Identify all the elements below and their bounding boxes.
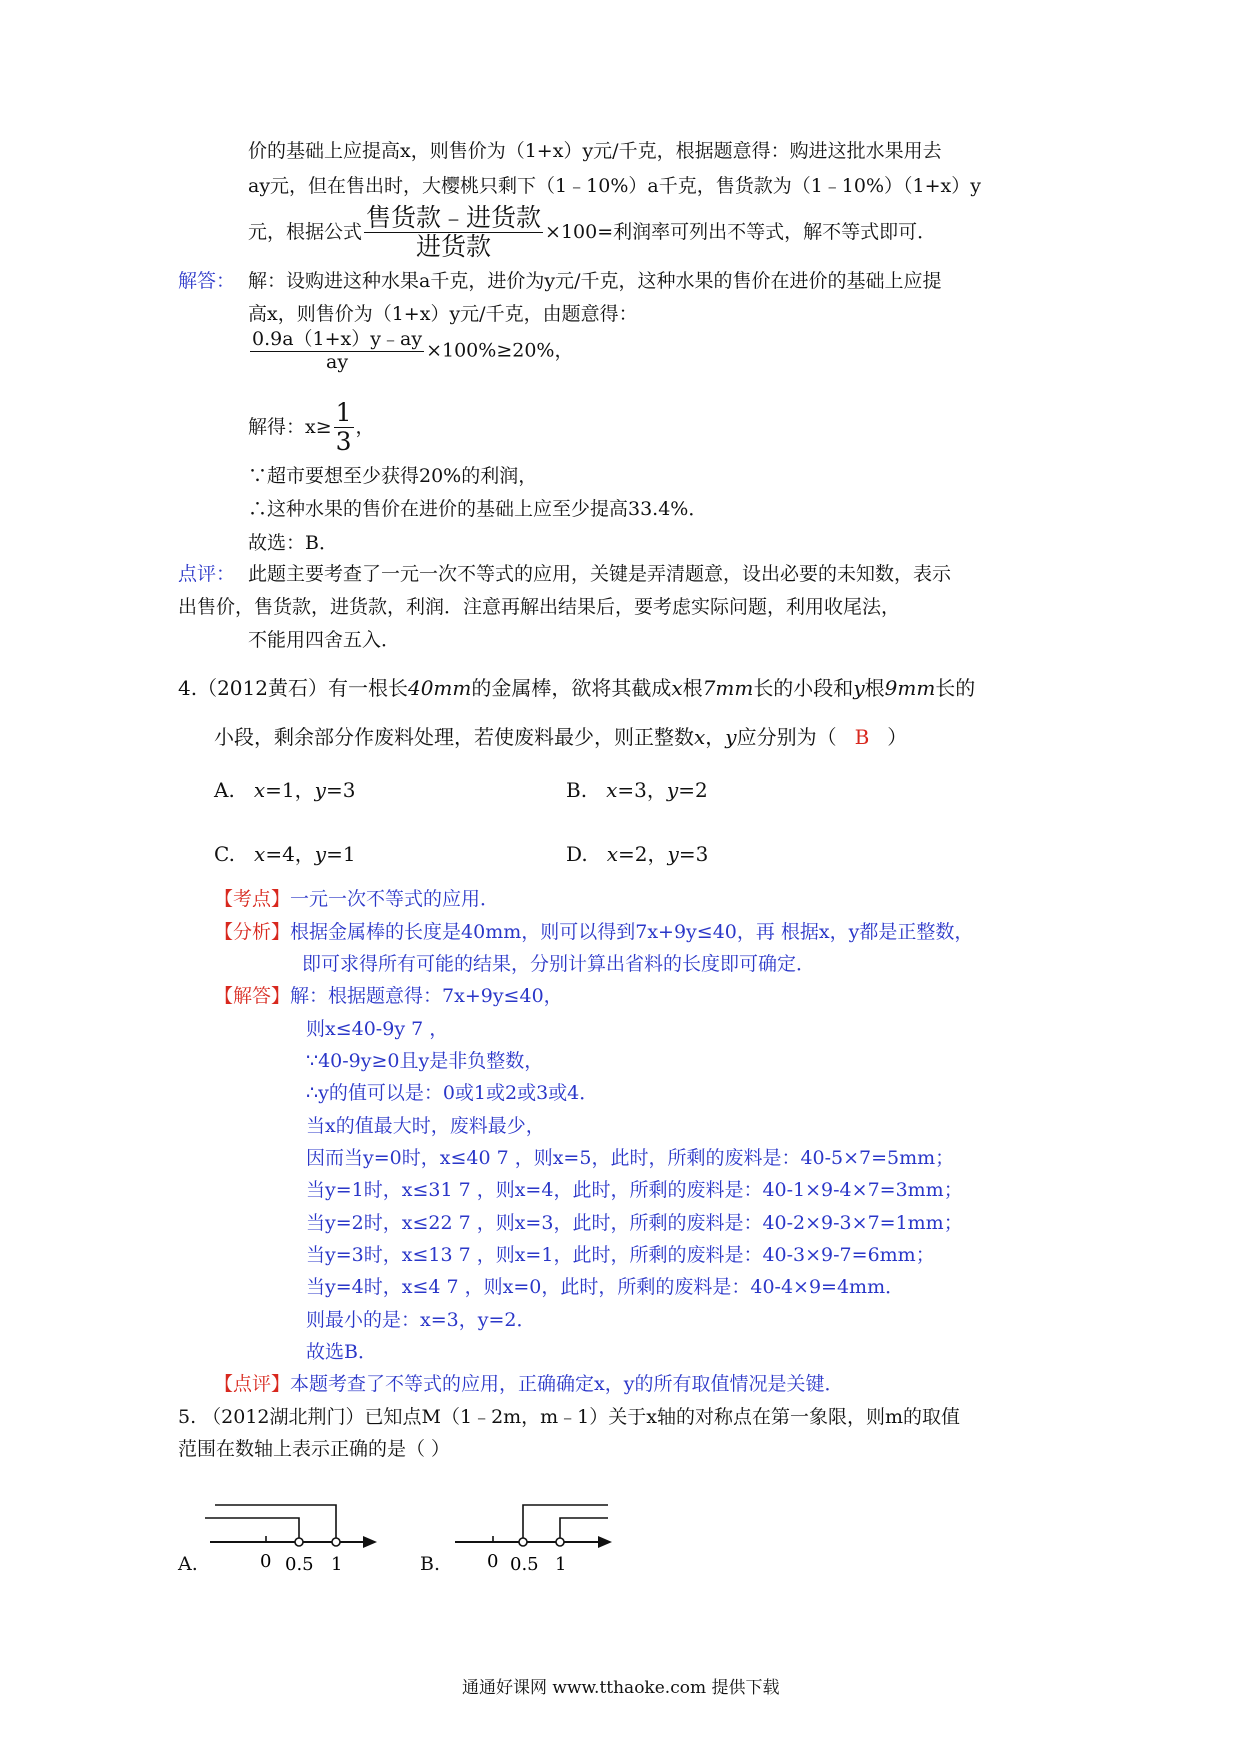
q4-text-g: 长的小段和 [753, 676, 854, 700]
inequality-denominator: ay [326, 350, 349, 373]
option-x: x [254, 842, 266, 866]
option-y: y [666, 778, 679, 802]
tick-label-0: 0 [487, 1551, 499, 1572]
q4-line-2 [214, 725, 907, 749]
q4-text-k: 长的 [935, 676, 976, 700]
jieda-line-4: 当x的值最大时，废料最少， [306, 1115, 545, 1137]
option-y: y [667, 842, 679, 866]
tick-label-1: 1 [331, 1554, 343, 1575]
solve-suffix: ， [355, 415, 375, 438]
q4-text2-e: 应分别为（ [736, 725, 837, 749]
option-y: y [314, 778, 326, 802]
q4-text2-f: ） [887, 725, 908, 749]
option-label: B. [566, 778, 588, 802]
jieda-line-10: 则最小的是：x=3，y=2． [306, 1309, 536, 1331]
q4-dianping [214, 1373, 843, 1396]
formula-denominator: 进货款 [416, 232, 492, 262]
page-footer: 通通好课网 www.tthaoke.com 提供下载 [462, 1678, 780, 1698]
q4-option-a[interactable] [214, 774, 355, 803]
jieda-line-1: 则x≤40-9y 7 ， [306, 1018, 449, 1040]
formula-prefix: 元，根据公式 [248, 220, 363, 243]
option-comma: ， [647, 842, 668, 866]
answer-label: 解答： [178, 270, 236, 292]
option-x: x [606, 778, 618, 802]
option-y-value: =1 [326, 842, 356, 866]
q5-option-b-label[interactable]: B. [420, 1553, 441, 1575]
range-bracket-1 [205, 1518, 299, 1542]
comment-line-3: 不能用四舍五入． [248, 629, 401, 651]
q4-var-y: y [853, 676, 865, 700]
inequality-suffix: ×100%≥20%， [426, 339, 574, 362]
option-y-value: =3 [325, 778, 356, 802]
option-comma: ， [294, 778, 315, 802]
jieda-label: 【解答】 [214, 985, 291, 1007]
range-bracket-2 [215, 1505, 336, 1542]
jieda-line-0: 解：根据题意得：7x+9y≤40， [290, 985, 563, 1007]
q4-length-7: 7mm [702, 676, 754, 700]
dianping-text: 本题考查了不等式的应用，正确确定x，y的所有取值情况是关键． [290, 1373, 844, 1395]
jieda-line-9: 当y=4时，x≤4 7 ，则x=0，此时，所剩的废料是：40-4×9=4mm． [306, 1276, 905, 1298]
comment-line-1: 此题主要考查了一元一次不等式的应用，关键是弄清题意，设出必要的未知数，表示 [248, 563, 952, 585]
jieda-line-7: 当y=2时，x≤22 7 ，则x=3，此时，所剩的废料是：40-2×9-3×7=1mm； [306, 1212, 963, 1234]
answer-more-2: ∴这种水果的售价在进价的基础上应至少提高33.4%． [248, 498, 708, 520]
comment-label: 点评： [178, 563, 236, 585]
option-comma: ， [294, 842, 315, 866]
tick-label-0: 0 [260, 1551, 272, 1572]
open-point-05 [295, 1538, 303, 1546]
q5-option-a-label[interactable]: A. [178, 1553, 198, 1575]
jieda-line-6: 当y=1时，x≤31 7 ，则x=4，此时，所剩的废料是：40-1×9-4×7=3mm； [306, 1179, 963, 1201]
comment-line-2: 出售价，售货款，进货款，利润．注意再解出结果后，要考虑实际问题，利用收尾法， [178, 596, 901, 618]
solve-line [248, 400, 375, 456]
tick-label-05: 0.5 [510, 1554, 539, 1575]
option-label: D. [566, 842, 588, 866]
q4-length-40: 40mm [407, 676, 472, 700]
axis-arrow-icon [598, 1536, 612, 1548]
open-point-1 [556, 1538, 564, 1546]
analysis-line-2: ay元，但在售出时，大樱桃只剩下（1﹣10%）a千克，售货款为（1﹣10%）（1+x）y [248, 175, 981, 197]
q4-line-1 [178, 676, 975, 700]
q4-text2-a: 小段，剩余部分作废料处理，若使废料最少，则正整数 [214, 725, 694, 749]
kaodian-text: 一元一次不等式的应用． [290, 888, 500, 910]
q4-text-e: 根 [682, 676, 703, 700]
option-x: x [253, 778, 266, 802]
option-x-value: =3 [617, 778, 647, 802]
analysis-line-1: 价的基础上应提高x，则售价为（1+x）y元/千克，根据题意得：购进这批水果用去 [248, 140, 942, 162]
q5-line-1: 5. （2012湖北荆门）已知点M（1﹣2m，m﹣1）关于x轴的对称点在第一象限，则m的取值 [178, 1406, 961, 1428]
q4-var2-x: x [694, 725, 706, 749]
q4-fenxi [214, 921, 973, 944]
jieda-line-3: ∴y的值可以是：0或1或2或3或4． [306, 1082, 599, 1104]
q4-option-d[interactable] [566, 838, 708, 867]
analysis-formula-line [248, 205, 936, 261]
jieda-line-11: 故选B． [306, 1341, 377, 1363]
solve-fraction [334, 400, 354, 456]
option-comma: ， [646, 778, 667, 802]
solve-denominator: 3 [335, 427, 352, 457]
option-x-value: =4 [265, 842, 295, 866]
range-bracket-1 [523, 1505, 608, 1542]
solve-numerator: 1 [335, 398, 352, 427]
option-y-value: =2 [678, 778, 708, 802]
answer-line-2: 高x，则售价为（1+x）y元/千克，由题意得： [248, 303, 638, 325]
option-label: A. [214, 778, 235, 802]
formula-suffix: ×100=利润率可列出不等式，解不等式即可． [545, 220, 937, 243]
inequality-line [248, 330, 573, 373]
q4-var2-y: y [725, 725, 737, 749]
answer-line-1: 解：设购进这种水果a千克，进价为y元/千克，这种水果的售价在进价的基础上应提 [248, 270, 942, 292]
option-label: C. [214, 842, 235, 866]
solve-prefix: 解得：x≥ [248, 415, 332, 438]
tick-label-05: 0.5 [285, 1554, 314, 1575]
q4-comma: ， [705, 725, 726, 749]
q4-option-c[interactable] [214, 838, 356, 867]
q4-text-c: 的金属棒，欲将其截成 [471, 676, 672, 700]
jieda-line-5: 因而当y=0时，x≤40 7 ，则x=5，此时，所剩的废料是：40-5×7=5mm； [306, 1147, 955, 1169]
dianping-label: 【点评】 [214, 1373, 291, 1395]
option-x-value: =1 [265, 778, 295, 802]
q4-answer-mark: B [854, 725, 870, 749]
q4-kaodian [214, 888, 499, 911]
option-x: x [606, 842, 619, 866]
jieda-line-8: 当y=3时，x≤13 7 ，则x=1，此时，所剩的废料是：40-3×9-7=6mm； [306, 1244, 935, 1266]
q4-jieda [214, 985, 563, 1008]
tick-label-1: 1 [555, 1554, 567, 1575]
option-y-value: =3 [678, 842, 709, 866]
formula-numerator: 售货款﹣进货款 [366, 203, 542, 232]
q5-number-line-b[interactable] [450, 1485, 630, 1575]
q4-var-x: x [671, 676, 683, 700]
open-point-1 [332, 1538, 340, 1546]
open-point-05 [519, 1538, 527, 1546]
q5-number-line-a[interactable] [205, 1485, 395, 1575]
option-y: y [314, 842, 327, 866]
option-x-value: =2 [618, 842, 648, 866]
profit-formula [364, 205, 543, 261]
fenxi-line-2: 即可求得所有可能的结果，分别计算出省料的长度即可确定． [302, 953, 816, 975]
answer-more-3: 故选：B． [248, 532, 338, 554]
answer-more-1: ∵超市要想至少获得20%的利润， [248, 465, 538, 487]
inequality-numerator: 0.9a（1+x）y﹣ay [252, 328, 423, 350]
q4-option-b[interactable] [566, 774, 708, 803]
q4-text-i: 根 [864, 676, 885, 700]
jieda-line-2: ∵40-9y≥0且y是非负整数， [306, 1050, 544, 1072]
fenxi-label: 【分析】 [214, 921, 291, 943]
q4-length-9: 9mm [884, 676, 936, 700]
q5-line-2: 范围在数轴上表示正确的是（ ） [178, 1438, 451, 1460]
axis-arrow-icon [363, 1536, 377, 1548]
kaodian-label: 【考点】 [214, 888, 291, 910]
q4-text-a: 4.（2012黄石）有一根长 [178, 676, 408, 700]
inequality-fraction [250, 330, 424, 373]
fenxi-line-1: 根据金属棒的长度是40mm，则可以得到7x+9y≤40，再 根据x，y都是正整数， [290, 921, 974, 943]
